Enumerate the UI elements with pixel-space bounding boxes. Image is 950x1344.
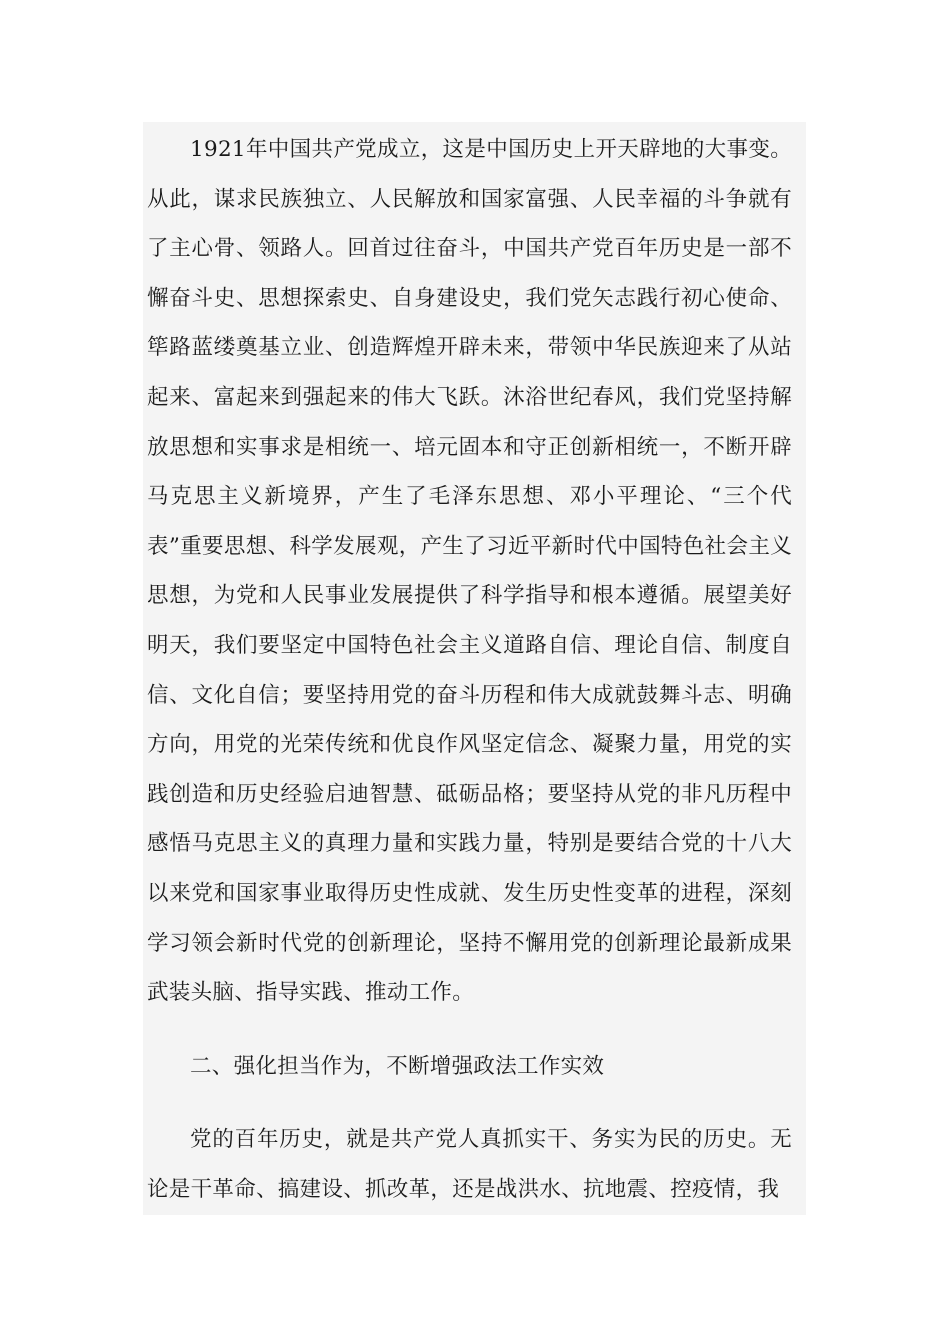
document-body — [147, 125, 792, 1214]
body-paragraph: 党的百年历史，就是共产党人真抓实干、务实为民的历史。无论是干革命、搞建设、抓改革，还是战洪水、抗地震、控疫情，我 — [147, 1127, 792, 1202]
body-paragraph: 1921年中国共产党成立，这是中国历史上开天辟地的大事变。从此，谋求民族独立、人民解放和国家富强、人民幸福的斗争就有了主心骨、领路人。回首过往奋斗，中国共产党百年历史是一部不懈奋斗史、思想探索史、自身建设史，我们党矢志践行初心使命、筚路蓝缕奠基立业、创造辉煌开辟未来，带领中华民族迎来了从站起来、富起来到强起来的伟大飞跃。沐浴世纪春风，我们党坚持解放思想和实事求是相统一、培元固本和守正创新相统一，不断开辟马克思主义新境界，产生了毛泽东思想、邓小平理论、“三个代表”重要思想、科学发展观，产生了习近平新时代中国特色社会主义思想，为党和人民事业发展提供了科学指导和根本遵循。展望美好明天，我们要坚定中国特色社会主义道路自信、理论自信、制度自信、文化自信；要坚持用党的奋斗历程和伟大成就鼓舞斗志、明确方向，用党的光荣传统和优良作风坚定信念、凝聚力量，用党的实践创造和历史经验启迪智慧、砥砺品格；要坚持从党的非凡历程中感悟马克思主义的真理力量和实践力量，特别是要结合党的十八大以来党和国家事业取得历史性成就、发生历史性变革的进程，深刻学习领会新时代党的创新理论，坚持不懈用党的创新理论最新成果武装头脑、指导实践、推动工作。 — [147, 137, 792, 1006]
section-heading: 二、强化担当作为，不断增强政法工作实效 — [190, 1053, 605, 1079]
